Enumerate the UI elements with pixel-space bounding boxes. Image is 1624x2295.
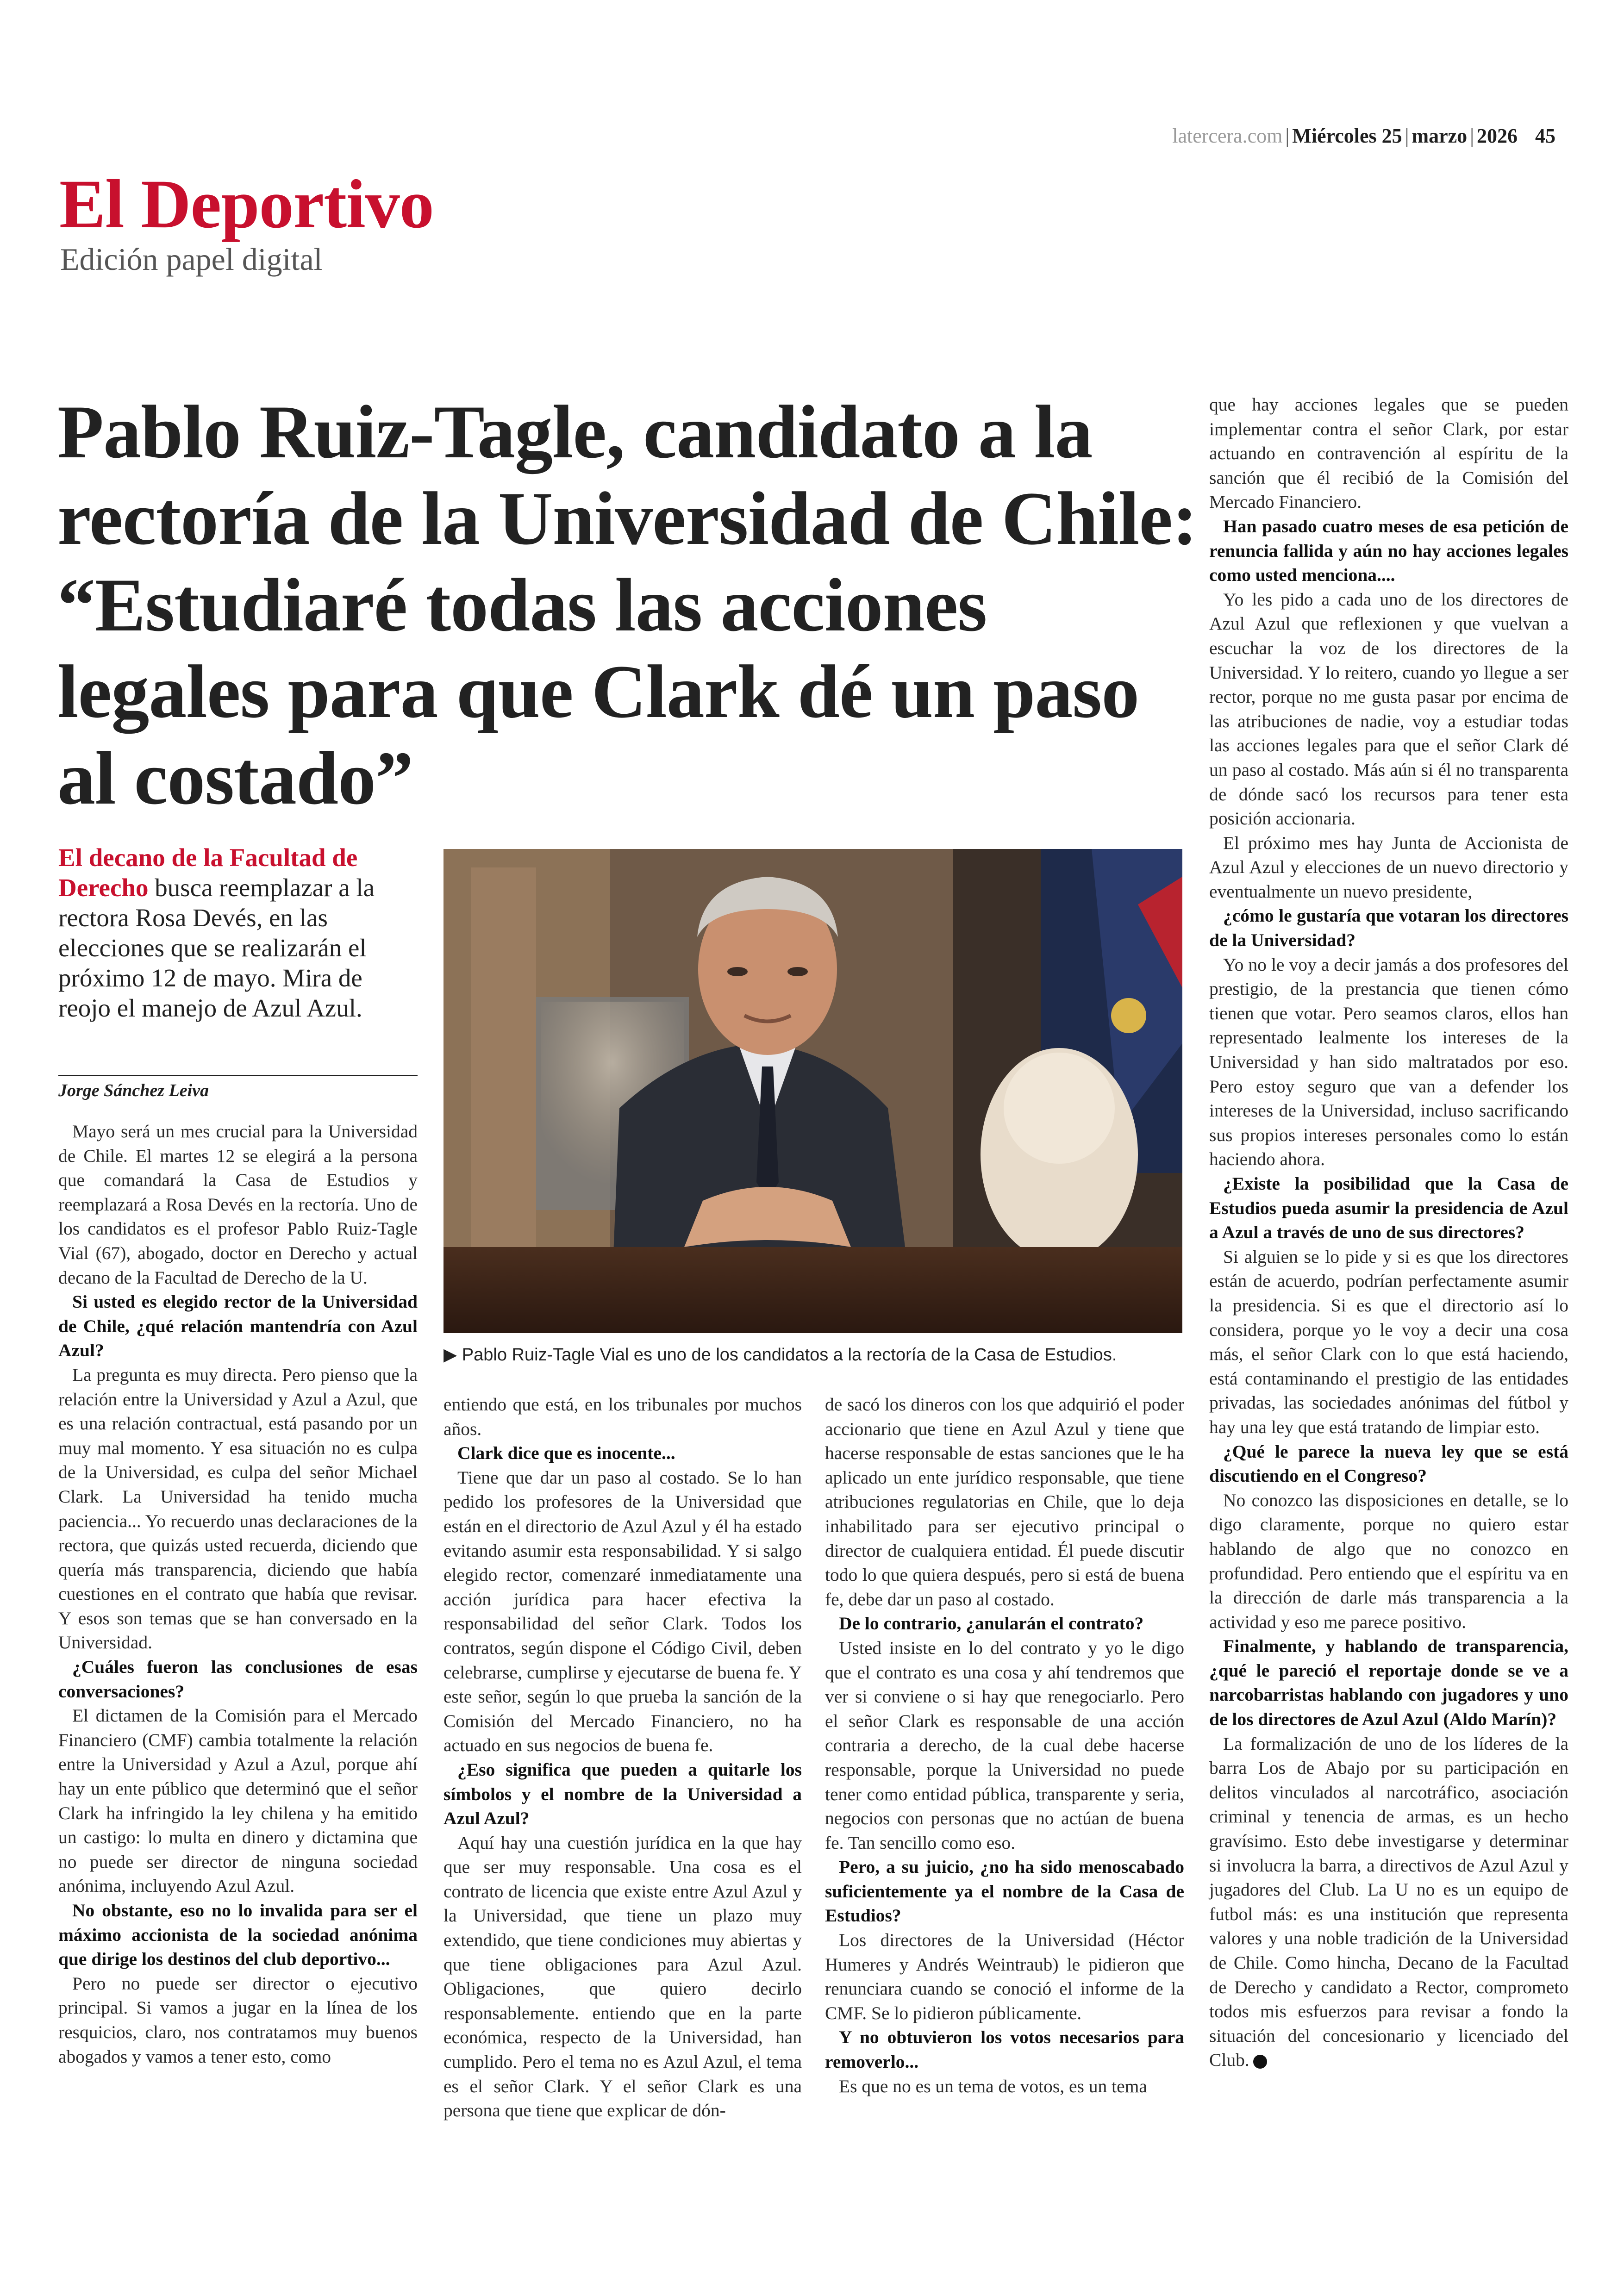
header-year: 2026 xyxy=(1477,125,1518,147)
header-month: marzo xyxy=(1412,125,1468,147)
question-paragraph: ¿Eso significa que pueden a quitarle los símbolos y el nombre de la Universidad a Azul Azul? xyxy=(443,1759,802,1829)
site-name[interactable]: latercera.com xyxy=(1172,125,1283,147)
lead-highlight: El decano de la Facultad de Derecho xyxy=(58,843,358,902)
end-of-article-mark xyxy=(1253,2055,1267,2069)
lead-text: busca reemplazar a la rectora Rosa Devés, en las elecciones que se realizarán el próximo 12 de mayo. Mira de reojo el manejo de Azul Azul. xyxy=(58,873,375,1022)
column-4 xyxy=(1209,393,1568,2072)
page-header: latercera.com | Miércoles 25 | marzo | 2026 45 xyxy=(1172,125,1555,147)
question-paragraph: Y no obtuvieron los votos necesarios para removerlo... xyxy=(825,2027,1184,2072)
question-paragraph: De lo contrario, ¿anularán el contrato? xyxy=(839,1613,1144,1634)
question-paragraph: Finalmente, y hablando de transparencia, ¿qué le pareció el reportaje donde se ve a narcobarristas hablando con jugadores y uno de los directores de Azul Azul (Aldo Marín)? xyxy=(1209,1636,1568,1730)
answer-paragraph: que hay acciones legales que se pueden implementar contra el señor Clark, por estar actuando en contravención al espíritu de la sanción que él recibió de la Comisión del Mercado Financiero. xyxy=(1209,394,1568,512)
question-paragraph: No obstante, eso no lo invalida para ser el máximo accionista de la sociedad anónima que dirige los destinos del club deportivo... xyxy=(58,1900,418,1970)
answer-paragraph: El dictamen de la Comisión para el Mercado Financiero (CMF) cambia totalmente la relación entre la Universidad y Azul a Azul, porque ahí hay un ente público que determinó que el señor Clark ha infringido la ley chilena y ha emitido un castigo: lo multa en dinero y dictamina que no puede ser director de ninguna sociedad anónima, incluyendo Azul Azul. xyxy=(58,1705,418,1896)
answer-paragraph: de sacó los dineros con los que adquirió el poder accionario que tiene en Azul Azul y tiene que hacerse responsable de estas sanciones que le ha aplicado un ente jurídico responsable, que tiene atribuciones regulatorias en Chile, que lo deja inhabilitado para ser ejecutivo principal o director de cualquiera entidad. Él puede discutir todo lo que quiera después, pero si está de buena fe, debe dar un paso al costado. xyxy=(825,1394,1184,1609)
header-day: Miércoles 25 xyxy=(1292,125,1402,147)
answer-paragraph: Usted insiste en lo del contrato y yo le digo que el contrato es una cosa y ahí tendremos que ver si conviene o si hay que renegociarlo. Pero el señor Clark es responsable de una acción contraria a derecho, de la cual debe hacerse responsable, porque la Universidad no puede tener como entidad pública, transparente y seria, negocios con personas que no actúan de buena fe. Tan sencillo como eso. xyxy=(825,1637,1184,1853)
column-3 xyxy=(825,1392,1184,2098)
column-2 xyxy=(443,1392,802,2123)
answer-paragraph: Los directores de la Universidad (Héctor Humeres y Andrés Weintraub) le pidieron que renunciara cuando se conoció el informe de la CMF. Se lo pidieron públicamente. xyxy=(825,1930,1184,2023)
answer-paragraph: La formalización de uno de los líderes de la barra Los de Abajo por su participación en delitos vinculados al narcotráfico, asociación criminal y tenencia de armas, es un hecho gravísimo. Esto debe investigarse y determinar si involucra la barra, a directivos de Azul Azul y jugadores del Club. La U no es un equipo de futbol más: es una institución que representa valores y una noble tradición de la Universidad de Chile. Como hincha, Decano de la Facultad de Derecho y candidato a Rector, comprometo todos mis esfuerzos para revisar a fondo la situación del concesionario y licenciado del Club. xyxy=(1209,1733,1568,2070)
photo-illustration xyxy=(443,849,1182,1333)
question-paragraph: Pero, a su juicio, ¿no ha sido menoscabado suficientemente ya el nombre de la Casa de Estudios? xyxy=(825,1857,1184,1926)
question-paragraph: ¿Cuáles fueron las conclusiones de esas conversaciones? xyxy=(58,1657,418,1702)
byline-divider xyxy=(58,1075,418,1076)
answer-paragraph: No conozco las disposiciones en detalle, se lo digo claramente, porque no quiero estar hablando de algo que no conozco en profundidad. Pero entiendo que el espíritu va en la dirección de darle más transparencia a la actividad y eso me parece positivo. xyxy=(1209,1490,1568,1632)
article-photo xyxy=(443,849,1182,1333)
answer-paragraph: El próximo mes hay Junta de Accionista de Azul Azul y elecciones de un nuevo directorio y eventualmente un nuevo presidente, xyxy=(1209,832,1568,902)
section-title: El Deportivo xyxy=(59,166,434,243)
answer-paragraph: Yo no le voy a decir jamás a dos profesores del prestigio, de la prestancia que tienen cómo tienen que votar. Pero seamos claros, ellos han representado lealmente los intereses de la Universidad y han sido maltratados por eso. Pero estoy seguro que van a defender los intereses de la Universidad, incluso sacrificando sus propios intereses personales como lo están haciendo ahora. xyxy=(1209,954,1568,1170)
answer-paragraph: La pregunta es muy directa. Pero pienso que la relación entre la Universidad y Azul a Azul, que es una relación contractual, está pasando por un muy mal momento. Y esa situación no es culpa de la Universidad, es culpa del señor Michael Clark. La Universidad ha tenido mucha paciencia... Yo recuerdo unas declaraciones de la rectora, que quizás usted recuerda, diciendo que quería más transparencia, diciendo que había cuestiones en el contrato que había que revisar. Y esos son temas que se han conversado en la Universidad. xyxy=(58,1364,418,1653)
photo-caption: ▶ Pablo Ruiz-Tagle Vial es uno de los candidatos a la rectoría de la Casa de Estudios. xyxy=(443,1345,1117,1365)
question-paragraph: Han pasado cuatro meses de esa petición de renuncia fallida y aún no hay acciones legales como usted menciona.... xyxy=(1209,516,1568,586)
answer-paragraph: Tiene que dar un paso al costado. Se lo han pedido los profesores de la Universidad que están en el directorio de Azul Azul y él ha estado evitando asumir esta responsabilidad. Y si salgo elegido rector, comenzaré inmediatamente una acción jurídica para hacer efectiva la responsabilidad del señor Clark. Todos los contratos, según dispone el Código Civil, deben celebrarse, cumplirse y ejecutarse de buena fe. Y este señor, según lo que prueba la sanción de la Comisión del Mercado Financiero, no ha actuado en sus negocios de buena fe. xyxy=(443,1467,802,1756)
lead xyxy=(58,842,419,1023)
column-1 xyxy=(58,1119,418,2069)
answer-paragraph: entiendo que está, en los tribunales por muchos años. xyxy=(443,1394,802,1439)
answer-paragraph: Si alguien se lo pide y si es que los directores están de acuerdo, podrían perfectamente asumir la presidencia. Si es que el directorio así lo considera, porque yo le voy a decir una cosa más, el señor Clark con lo que está haciendo, está contaminando el prestigio de las entidades privadas, las sociedades anónimas del fútbol y hay una ley que está tratando de limpiar esto. xyxy=(1209,1246,1568,1437)
question-paragraph: ¿cómo le gustaría que votaran los directores de la Universidad? xyxy=(1209,905,1568,951)
question-paragraph: Clark dice que es inocente... xyxy=(457,1443,675,1464)
section-subtitle: Edición papel digital xyxy=(60,242,323,277)
answer-paragraph: Aquí hay una cuestión jurídica en la que hay que ser muy responsable. Una cosa es el contrato de licencia que existe entre Azul Azul y la Universidad, que tiene un plazo muy extendido, que tiene condiciones muy abiertas y que tiene obligaciones para Azul Azul. Obligaciones, que quiero decirlo responsablemente. entiendo que en la parte económica, respecto de la Universidad, han cumplido. Pero el tema no es Azul Azul, el tema es el señor Clark. Y el señor Clark es una persona que tiene que explicar de dón- xyxy=(443,1832,802,2121)
question-paragraph: Si usted es elegido rector de la Universidad de Chile, ¿qué relación mantendría con Azul Azul? xyxy=(58,1291,418,1361)
question-paragraph: ¿Qué le parece la nueva ley que se está discutiendo en el Congreso? xyxy=(1209,1441,1568,1486)
byline: Jorge Sánchez Leiva xyxy=(58,1081,209,1100)
headline: Pablo Ruiz-Tagle, candidato a la rectoría de la Universidad de Chile: “Estudiaré todas las acciones legales para que Clark dé un paso al costado” xyxy=(57,390,1197,820)
question-paragraph: ¿Existe la posibilidad que la Casa de Estudios pueda asumir la presidencia de Azul a Azul a través de uno de sus directores? xyxy=(1209,1173,1568,1243)
answer-paragraph: Es que no es un tema de votos, es un tema xyxy=(839,2076,1147,2096)
answer-paragraph: Yo les pido a cada uno de los directores de Azul Azul que reflexionen y que vuelvan a escuchar la voz de los directores de la Universidad. Y lo reitero, cuando yo llegue a ser rector, porque no me gusta pasar por encima de las atribuciones de nadie, voy a estudiar todas las acciones legales para que el señor Clark dé un paso al costado. Más aún si él no transparenta de dónde sacó los recursos para tener esta posición accionaria. xyxy=(1209,589,1568,829)
answer-paragraph: Mayo será un mes crucial para la Universidad de Chile. El martes 12 se elegirá a la persona que comandará la Casa de Estudios y reemplazará a Rosa Devés en la rectoría. Uno de los candidatos es el profesor Pablo Ruiz-Tagle Vial (67), abogado, doctor en Derecho y actual decano de la Facultad de Derecho de la U. xyxy=(58,1121,418,1288)
answer-paragraph: Pero no puede ser director o ejecutivo principal. Si vamos a jugar en la línea de los resquicios, claro, nos contratamos muy buenos abogados y vamos a tener esto, como xyxy=(58,1973,418,2067)
page-number: 45 xyxy=(1535,125,1555,147)
